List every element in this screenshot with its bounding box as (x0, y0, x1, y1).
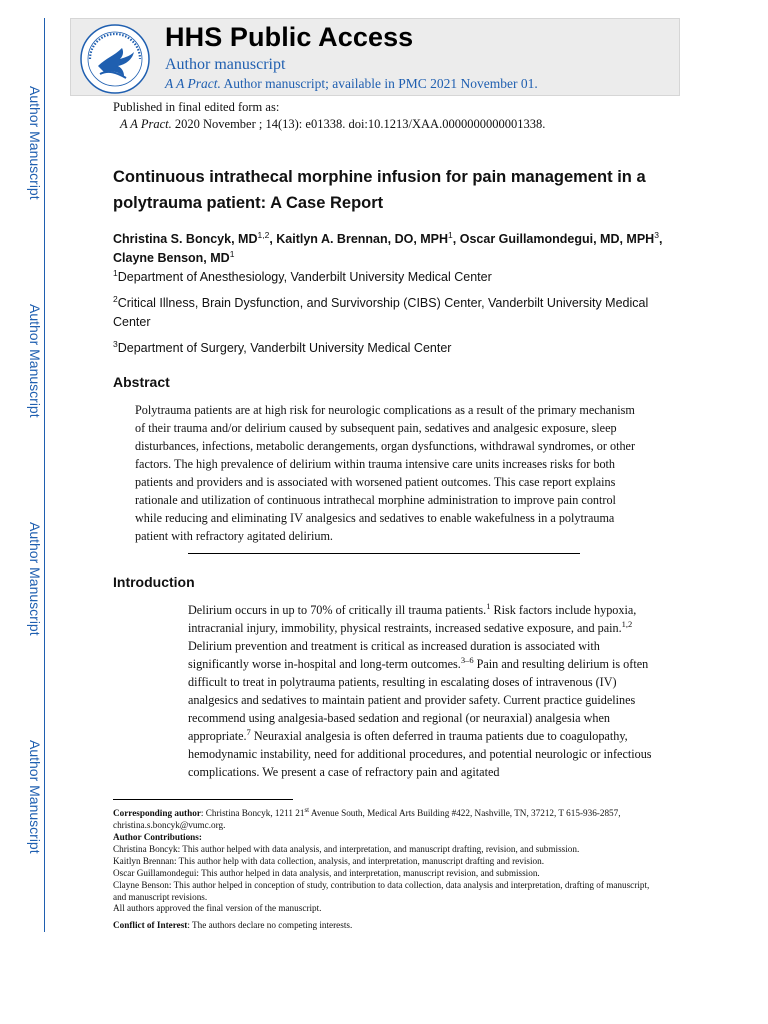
published-label: Published in final edited form as: (113, 100, 280, 114)
contribution-item: Christina Boncyk: This author helped with data analysis, and interpretation, and manuscript drafting, revision, and submission. (113, 844, 580, 854)
availability-line: A A Pract. Author manuscript; available in PMC 2021 November 01. (165, 76, 538, 91)
manuscript-label: Author manuscript (165, 56, 286, 73)
contribution-item: Clayne Benson: This author helped in conception of study, contribution to data collection, data analysis and interpretation, drafting of manuscript, and manuscript revisions. (113, 880, 650, 902)
introduction-heading: Introduction (113, 574, 195, 590)
margin-rule (44, 18, 45, 932)
rail-label-author-manuscript: Author Manuscript (27, 86, 43, 200)
hhs-seal-icon (78, 22, 152, 96)
contribution-item: Kaitlyn Brennan: This author help with data collection, analysis, and interpretation, manuscript drafting and revision. (113, 856, 545, 866)
affiliation: $^2$Critical Illness, Brain Dysfunction, and Survivorship (CIBS) Center, Vanderbilt University Medical Center (113, 294, 649, 329)
rail-label-author-manuscript: Author Manuscript (27, 304, 43, 418)
contribution-item: All authors approved the final version of the manuscript. (113, 903, 322, 913)
corresponding-author-note: Corresponding author: Christina Boncyk, 1211 21st Avenue South, Medical Arts Building #422, Nashville, TN, 37212, T 615-936-2857, christina.s.boncyk@vumc.org. (113, 806, 621, 830)
abstract-body: Polytrauma patients are at high risk for neurologic complications as a result of the primary mechanism of their trauma and/or delirium caused by subsequent pain, sedatives and analgesic exposure, sleep disturbances, infections, metabolic derangements, organ dysfunctions, withdrawal syndromes, or other factors. The high prevalence of delirium within trauma intensive care units increases risks for both patients and providers and is associated with worsened patient outcomes. This case report explains rationale and utilization of continuous intrathecal morphine administration to improve pain control while reducing and eliminating IV analgesics and sedatives to enable wakefulness in a polytrauma patient with refractory agitated delirium. (135, 403, 636, 543)
page-title: HHS Public Access (165, 22, 414, 52)
affiliation: $^1$Department of Anesthesiology, Vanderbilt University Medical Center (113, 268, 492, 284)
abstract-heading: Abstract (113, 374, 170, 390)
author-list: Christina S. Boncyk, MD$^{1,2}$, Kaitlyn A. Brennan, DO, MPH$^1$, Oscar Guillamondegui, MD, MPH$^3$, Clayne Benson, $MD^1$ (113, 230, 663, 265)
article-title: Continuous intrathecal morphine infusion for pain management in a polytrauma patient: A Case Report (113, 168, 646, 212)
conflict-of-interest-note: Conflict of Interest: The authors declare no competing interests. (113, 920, 353, 930)
introduction-body: Delirium occurs in up to 70% of critically ill trauma patients.$^1$ Risk factors include hypoxia, intracranial injury, immobility, physical restraints, increased sedative exposure, and pain.$^{1,2}$ Delirium prevention and treatment is critical as increased duration is associated with significantly worse in-hospital and long-term outcomes.$^{3-6}$ Pain and resulting delirium is often difficult to treat in polytrauma patients, resulting in escalating doses of intravenous (IV) analgesics and sedatives to maintain patient and provider safety. Current practice guidelines recommend using analgesia-based sedation and regional (or neuraxial) analgesia when appropriate.$^7$ Neuraxial analgesia is often deferred in trauma patients due to coagulopathy, hemodynamic instability, need for additional procedures, and potential neurologic or infectious complications. We present a case of refractory pain and agitated (188, 601, 652, 779)
rail-label-author-manuscript: Author Manuscript (27, 740, 43, 854)
contributions-heading: Author Contributions: (113, 832, 202, 842)
affiliation: $^3$Department of Surgery, Vanderbilt University Medical Center (113, 339, 452, 355)
rail-label-author-manuscript: Author Manuscript (27, 522, 43, 636)
section-divider (188, 553, 580, 554)
footnote-divider (113, 799, 293, 800)
contribution-item: Oscar Guillamondegui: This author helped in data analysis, and interpretation, manuscript revision, and submission. (113, 868, 540, 878)
citation: A A Pract. 2020 November ; 14(13): e01338. doi:10.1213/XAA.0000000000001338. (120, 117, 546, 131)
